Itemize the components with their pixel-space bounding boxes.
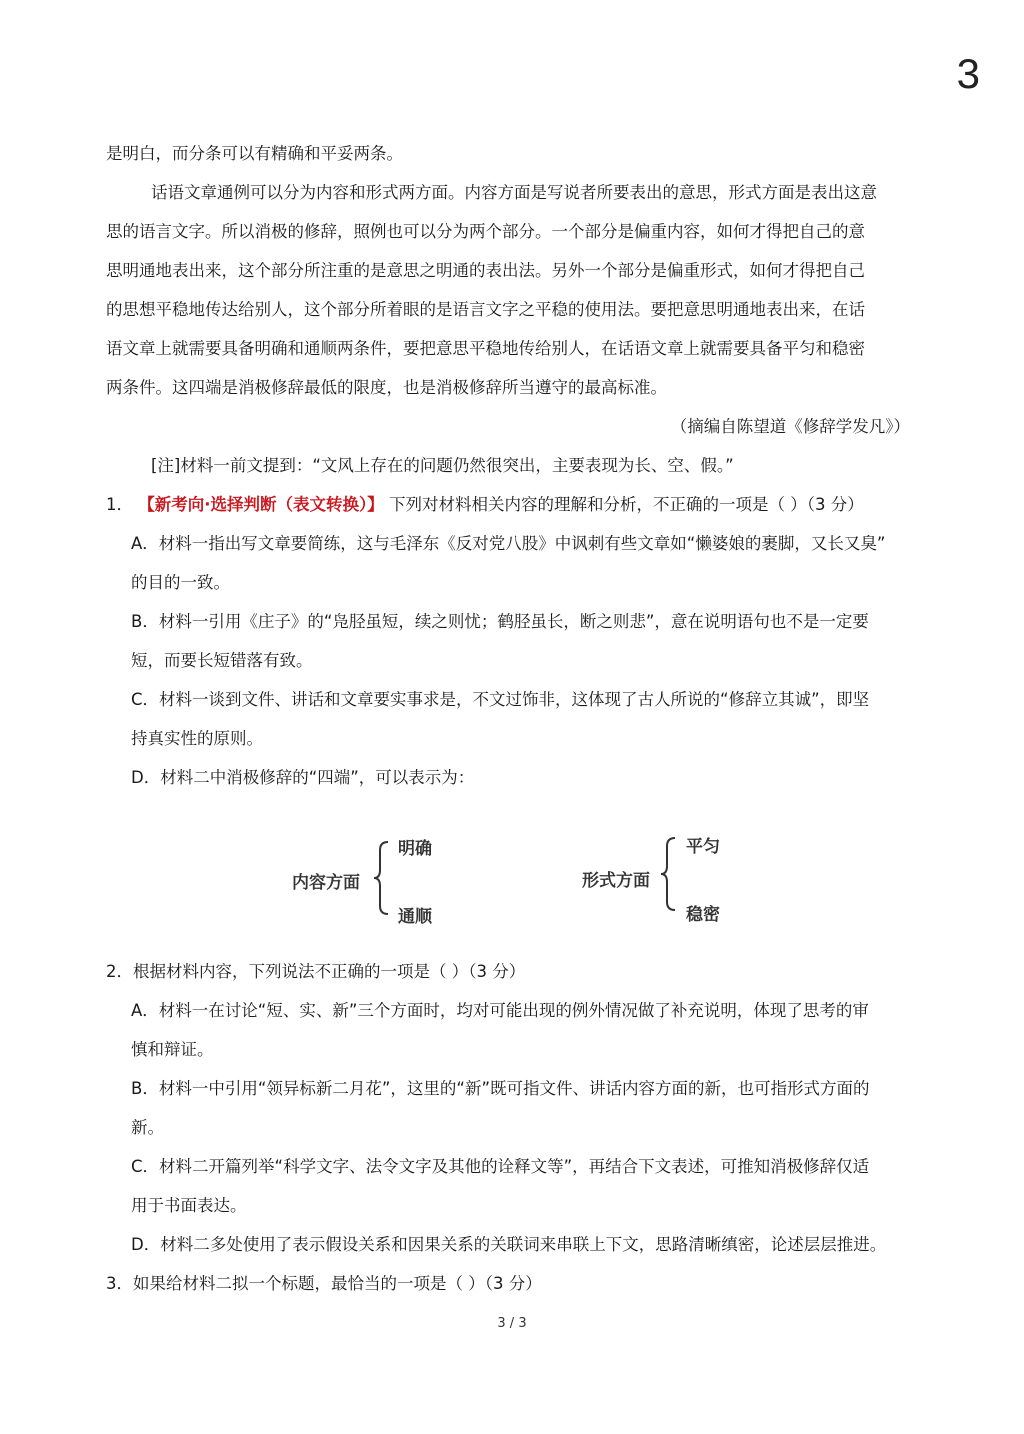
text-line: 思的语言文字。所以消极的修辞，照例也可以分为两个部分。一个部分是偏重内容，如何才得把自己的意 xyxy=(106,222,865,241)
option-c: C．材料二开篇列举“科学文字、法令文字及其他的诠释文等”，再结合下文表述，可推知消极修辞仅适 xyxy=(131,1157,870,1176)
text-line: 语文章上就需要具备明确和通顺两条件，要把意思平稳地传给别人，在话语文章上就需要具备平匀和稳密 xyxy=(106,339,865,358)
source-citation: （摘编自陈望道《修辞学发凡》） xyxy=(670,417,910,436)
question-2-stem: 2．根据材料内容，下列说法不正确的一项是（ ）（3 分） xyxy=(106,962,526,981)
diagram-right-top: 平匀 xyxy=(686,837,720,857)
option-d: D．材料二中消极修辞的“四端”，可以表示为： xyxy=(131,768,475,787)
text-line: 两条件。这四端是消极修辞最低的限度，也是消极修辞所当遵守的最高标准。 xyxy=(106,378,667,397)
option-b-cont: 短，而要长短错落有致。 xyxy=(131,651,313,670)
text-line: 是明白，而分条可以有精确和平妥两条。 xyxy=(106,144,403,163)
option-b-cont: 新。 xyxy=(131,1118,164,1137)
question-3-stem: 3．如果给材料二拟一个标题，最恰当的一项是（ ）（3 分） xyxy=(106,1274,542,1293)
diagram-left-root: 内容方面 xyxy=(292,873,360,893)
diagram-left-bottom: 通顺 xyxy=(398,907,432,927)
text-line: 思明通地表出来，这个部分所注重的是意思之明通的表出法。另外一个部分是偏重形式，如何才得把自己 xyxy=(106,261,865,280)
option-c-cont: 持真实性的原则。 xyxy=(131,729,263,748)
right-brace-icon xyxy=(657,836,679,912)
option-c-cont: 用于书面表达。 xyxy=(131,1196,247,1215)
option-c: C．材料一谈到文件、讲话和文章要实事求是，不文过饰非，这体现了古人所说的“修辞立其诚”，即坚 xyxy=(131,690,870,709)
question-text: 下列对材料相关内容的理解和分析，不正确的一项是（ ）（3 分） xyxy=(389,495,864,514)
diagram-left-top: 明确 xyxy=(398,839,432,859)
page-corner-number: 3 xyxy=(956,50,980,97)
question-1-stem xyxy=(106,494,864,516)
diagram-right-bottom: 稳密 xyxy=(686,905,720,925)
question-tag: 【新考向·选择判断（表文转换）】 xyxy=(138,495,384,514)
question-number: 1． xyxy=(106,495,133,514)
option-d: D．材料二多处使用了表示假设关系和因果关系的关联词来串联上下文，思路清晰缜密，论述层层推进。 xyxy=(131,1235,887,1254)
option-a: A．材料一在讨论“短、实、新”三个方面时，均对可能出现的例外情况做了补充说明，体现了思考的审 xyxy=(131,1001,869,1020)
page-footer: 3 / 3 xyxy=(497,1316,527,1331)
diagram-right-root: 形式方面 xyxy=(582,871,650,891)
left-brace-icon xyxy=(370,840,392,916)
option-b: B．材料一引用《庄子》的“凫胫虽短，续之则忧；鹤胫虽长，断之则悲”，意在说明语句也不是一定要 xyxy=(131,612,869,631)
option-a-cont: 慎和辩证。 xyxy=(131,1040,214,1059)
text-line: 的思想平稳地传达给别人，这个部分所着眼的是语言文字之平稳的使用法。要把意思明通地表出来，在话 xyxy=(106,300,865,319)
note-line: [注]材料一前文提到：“文风上存在的问题仍然很突出，主要表现为长、空、假。” xyxy=(151,456,734,475)
text-line: 话语文章通例可以分为内容和形式两方面。内容方面是写说者所要表出的意思，形式方面是表出这意 xyxy=(151,183,877,202)
option-a-cont: 的目的一致。 xyxy=(131,573,230,592)
option-b: B．材料一中引用“领异标新二月花”，这里的“新”既可指文件、讲话内容方面的新，也可指形式方面的 xyxy=(131,1079,870,1098)
option-a: A．材料一指出写文章要简练，这与毛泽东《反对党八股》中讽刺有些文章如“懒婆娘的裹脚，又长又臭” xyxy=(131,534,886,553)
